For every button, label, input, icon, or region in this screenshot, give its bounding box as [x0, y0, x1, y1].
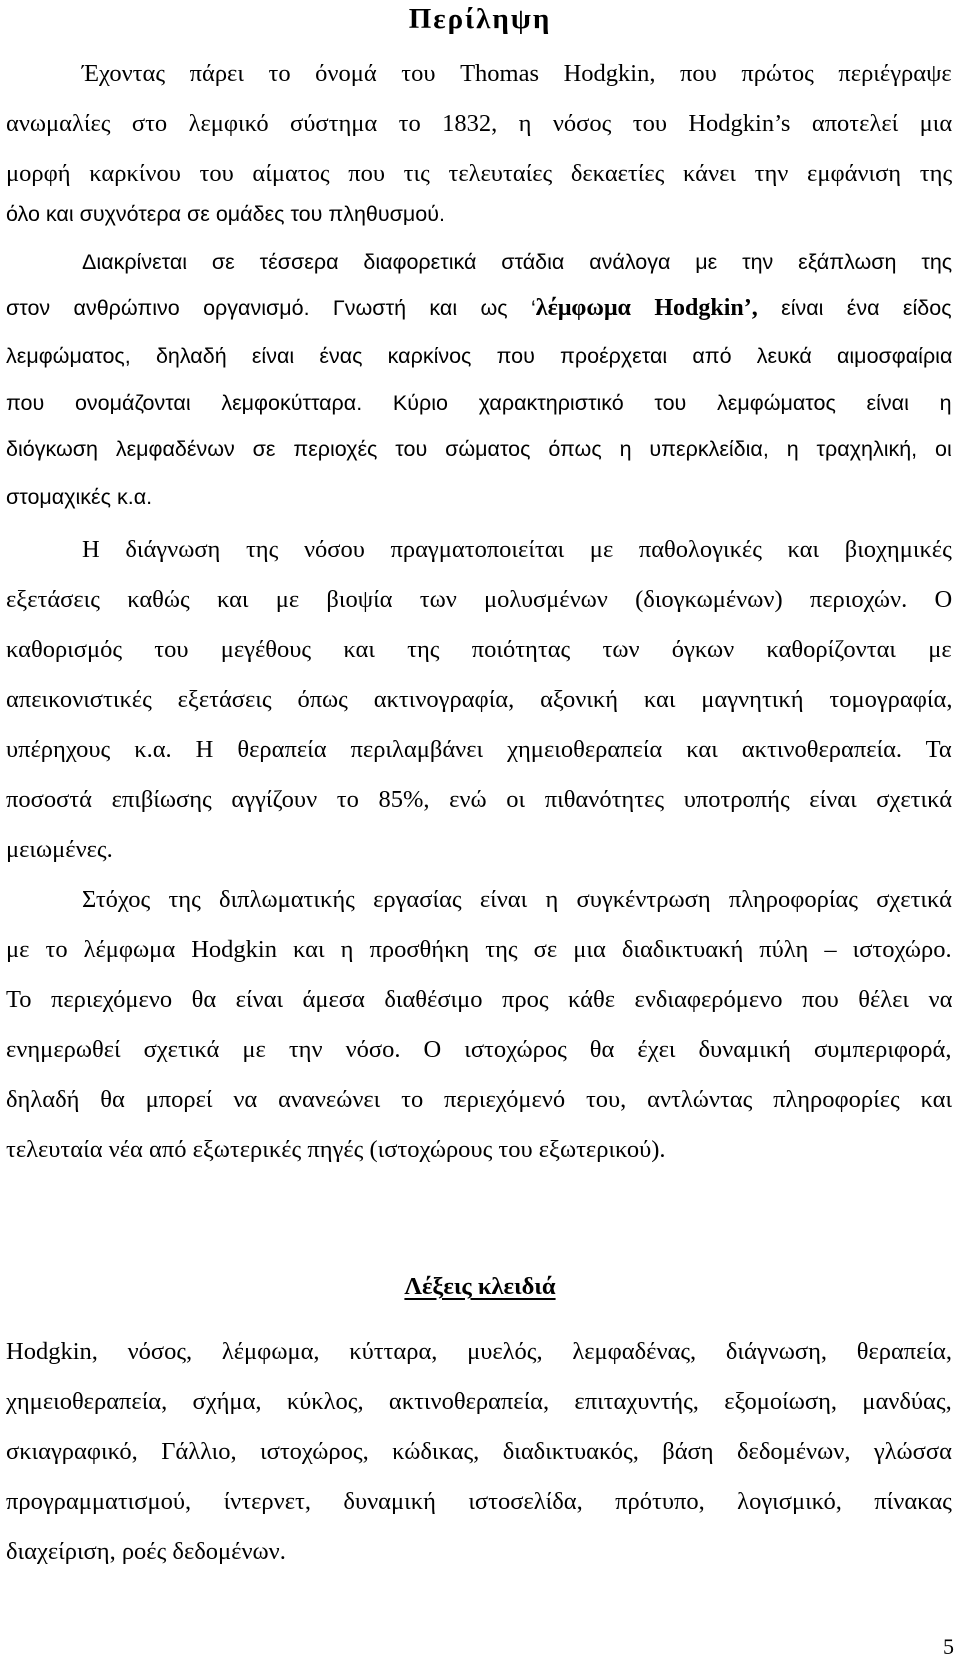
- summary-line: Το περιεχόμενο θα είναι άμεσα διαθέσιμο προς κάθε ενδιαφερόμενο που θέλει να: [6, 986, 953, 1013]
- summary-line: όλο και συχνότερα σε ομάδες του πληθυσμού.: [6, 202, 445, 226]
- summary-line: τελευταία νέα από εξωτερικές πηγές (ιστοχώρους του εξωτερικού).: [6, 1136, 666, 1163]
- keywords-line: χημειοθεραπεία, σχήμα, κύκλος, ακτινοθεραπεία, επιταχυντής, εξομοίωση, μανδύας,: [6, 1388, 952, 1415]
- summary-line: Έχοντας πάρει το όνομά του Thomas Hodgkin, που πρώτος περιέγραψε: [82, 60, 952, 87]
- keywords-heading: Λέξεις κλειδιά: [404, 1273, 556, 1300]
- summary-line: Η διάγνωση της νόσου πραγματοποιείται με παθολογικές και βιοχημικές: [82, 536, 952, 563]
- summary-line-with-emphasis: στον ανθρώπινο οργανισμό. Γνωστή και ως ‘λέμφωμα Hodgkin’, είναι ένα είδος: [6, 295, 952, 321]
- summary-line: ανωμαλίες στο λεμφικό σύστημα το 1832, η νόσος του Hodgkin’s αποτελεί μια: [6, 110, 953, 137]
- summary-line: ποσοστά επιβίωσης αγγίζουν το 85%, ενώ οι πιθανότητες υποτροπής είναι σχετικά: [6, 786, 953, 813]
- summary-line: μορφή καρκίνου του αίματος που τις τελευταίες δεκαετίες κάνει την εμφάνιση της: [6, 160, 953, 187]
- emphasis-term: λέμφωμα Hodgkin’,: [535, 295, 758, 321]
- summary-line: με το λέμφωμα Hodgkin και η προσθήκη της σε μια διαδικτυακή πύλη – ιστοχώρο.: [6, 936, 952, 963]
- page-number: 5: [943, 1634, 954, 1659]
- summary-line: στομαχικές κ.α.: [6, 485, 153, 509]
- keywords-line: προγραμματισμού, ίντερνετ, δυναμική ιστοσελίδα, πρότυπο, λογισμικό, πίνακας: [6, 1488, 952, 1515]
- summary-line: Διακρίνεται σε τέσσερα διαφορετικά στάδια ανάλογα με την εξάπλωση της: [82, 250, 953, 274]
- summary-line: που ονομάζονται λεμφοκύτταρα. Κύριο χαρακτηριστικό του λεμφώματος είναι η: [6, 391, 952, 415]
- summary-line: λεμφώματος, δηλαδή είναι ένας καρκίνος που προέρχεται από λευκά αιμοσφαίρια: [6, 344, 953, 368]
- summary-line: διόγκωση λεμφαδένων σε περιοχές του σώματος όπως η υπερκλείδια, η τραχηλική, οι: [6, 437, 952, 461]
- summary-line: Στόχος της διπλωματικής εργασίας είναι η συγκέντρωση πληροφορίας σχετικά: [82, 886, 952, 913]
- summary-line: εξετάσεις καθώς και με βιοψία των μολυσμένων (διογκωμένων) περιοχών. Ο: [6, 586, 953, 613]
- summary-line: απεικονιστικές εξετάσεις όπως ακτινογραφία, αξονική και μαγνητική τομογραφία,: [6, 686, 953, 713]
- summary-line: ενημερωθεί σχετικά με την νόσο. Ο ιστοχώρος θα έχει δυναμική συμπεριφορά,: [6, 1036, 952, 1063]
- summary-line: καθορισμός του μεγέθους και της ποιότητας των όγκων καθορίζονται με: [6, 636, 952, 663]
- keywords-line: σκιαγραφικό, Γάλλιο, ιστοχώρος, κώδικας, διαδικτυακός, βάση δεδομένων, γλώσσα: [6, 1438, 952, 1465]
- page-title: Περίληψη: [408, 3, 552, 35]
- summary-line: υπέρηχους κ.α. Η θεραπεία περιλαμβάνει χημειοθεραπεία και ακτινοθεραπεία. Τα: [6, 736, 952, 763]
- summary-line: μειωμένες.: [6, 836, 113, 863]
- summary-line: δηλαδή θα μπορεί να ανανεώνει το περιεχόμενό του, αντλώντας πληροφορίες και: [6, 1086, 953, 1113]
- keywords-line: διαχείριση, ροές δεδομένων.: [6, 1538, 286, 1565]
- keywords-line: Hodgkin, νόσος, λέμφωμα, κύτταρα, μυελός, λεμφαδένας, διάγνωση, θεραπεία,: [6, 1338, 953, 1365]
